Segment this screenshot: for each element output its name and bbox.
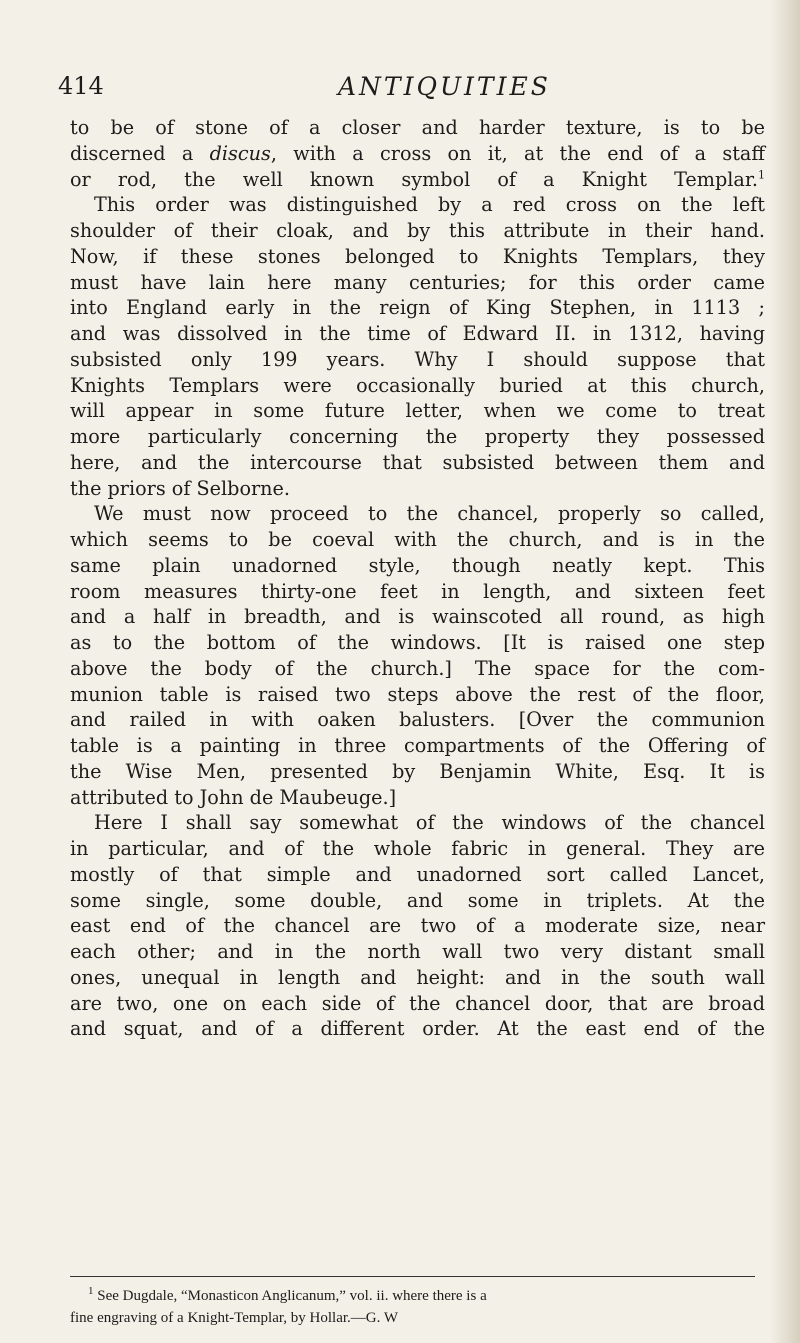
- text-line: ones, unequal in length and height: and in the south wall: [70, 965, 765, 989]
- text-line: each other; and in the north wall two very distant small: [70, 940, 765, 963]
- footnote-number: 1: [88, 1285, 94, 1297]
- italic-term: discus: [209, 141, 271, 165]
- footnote-rule: [70, 1276, 755, 1277]
- body-text: [70, 115, 765, 1042]
- text-line: We must now proceed to the chancel, properly so called,: [94, 502, 765, 526]
- text-line: are two, one on each side of the chancel door, that are broad: [70, 991, 765, 1015]
- text-line: shoulder of their cloak, and by this attribute in their hand.: [70, 219, 765, 242]
- running-head: ANTIQUITIES: [338, 72, 551, 101]
- text-line: table is a painting in three compartments of the Offering of: [70, 734, 765, 757]
- text-line: or rod, the well known symbol of a Knight Templar.$^1$: [70, 167, 765, 191]
- footnote-line: fine engraving of a Knight-Templar, by Hollar.—G. W: [70, 1310, 398, 1326]
- text-line: and was dissolved in the time of Edward II. in 1312, having: [70, 322, 765, 345]
- text-line: as to the bottom of the windows. [It is raised one step: [70, 631, 765, 654]
- text-line: munion table is raised two steps above the rest of the floor,: [70, 682, 765, 706]
- text-line: same plain unadorned style, though neatly kept. This: [70, 553, 765, 577]
- page-number: 414: [58, 72, 104, 100]
- footnotes: [70, 1285, 760, 1329]
- text-line: above the body of the church.] The space for the com-: [70, 656, 765, 680]
- text-line: to be of stone of a closer and harder texture, is to be: [70, 116, 765, 139]
- text-line: the Wise Men, presented by Benjamin White, Esq. It is: [70, 759, 765, 783]
- text-line: must have lain here many centuries; for this order came: [70, 270, 765, 294]
- text-line: some single, some double, and some in triplets. At the: [70, 888, 765, 912]
- text-line: Here I shall say somewhat of the windows of the chancel: [94, 811, 765, 835]
- text-line: attributed to John de Maubeuge.]: [70, 785, 397, 809]
- text-line: subsisted only 199 years. Why I should suppose that: [70, 347, 765, 371]
- text-line: This order was distinguished by a red cross on the left: [94, 193, 765, 217]
- text-line: and squat, and of a different order. At the east end of the: [70, 1017, 765, 1041]
- footnote-marker: 1: [758, 168, 765, 182]
- footnote-line: $^1$ See Dugdale, “Monasticon Anglicanum,” vol. ii. where there is a: [88, 1285, 487, 1304]
- text-line: here, and the intercourse that subsisted between them and: [70, 450, 765, 474]
- text-line: and a half in breadth, and is wainscoted all round, as high: [70, 605, 765, 629]
- text-line: more particularly concerning the property they possessed: [70, 425, 765, 448]
- text-line: Knights Templars were occasionally buried at this church,: [70, 373, 765, 397]
- text-line: will appear in some future letter, when we come to treat: [70, 399, 765, 423]
- text-line: into England early in the reign of King Stephen, in 1113 ;: [70, 296, 765, 320]
- text-line: mostly of that simple and unadorned sort called Lancet,: [70, 862, 765, 886]
- text-line: in particular, and of the whole fabric in general. They are: [70, 837, 765, 860]
- text-line: and railed in with oaken balusters. [Over the communion: [70, 708, 765, 732]
- page-header: [58, 72, 738, 108]
- text-line: east end of the chancel are two of a moderate size, near: [70, 914, 765, 938]
- page-edge-shadow: [770, 0, 800, 1343]
- text-line: which seems to be coeval with the church, and is in the: [70, 528, 765, 551]
- text-line: Now, if these stones belonged to Knights Templars, they: [70, 244, 765, 268]
- text-line: discerned a discus, with a cross on it, at the end of a staff: [70, 141, 765, 165]
- text-line: the priors of Selborne.: [70, 476, 290, 500]
- text-line: room measures thirty-one feet in length, and sixteen feet: [70, 579, 765, 603]
